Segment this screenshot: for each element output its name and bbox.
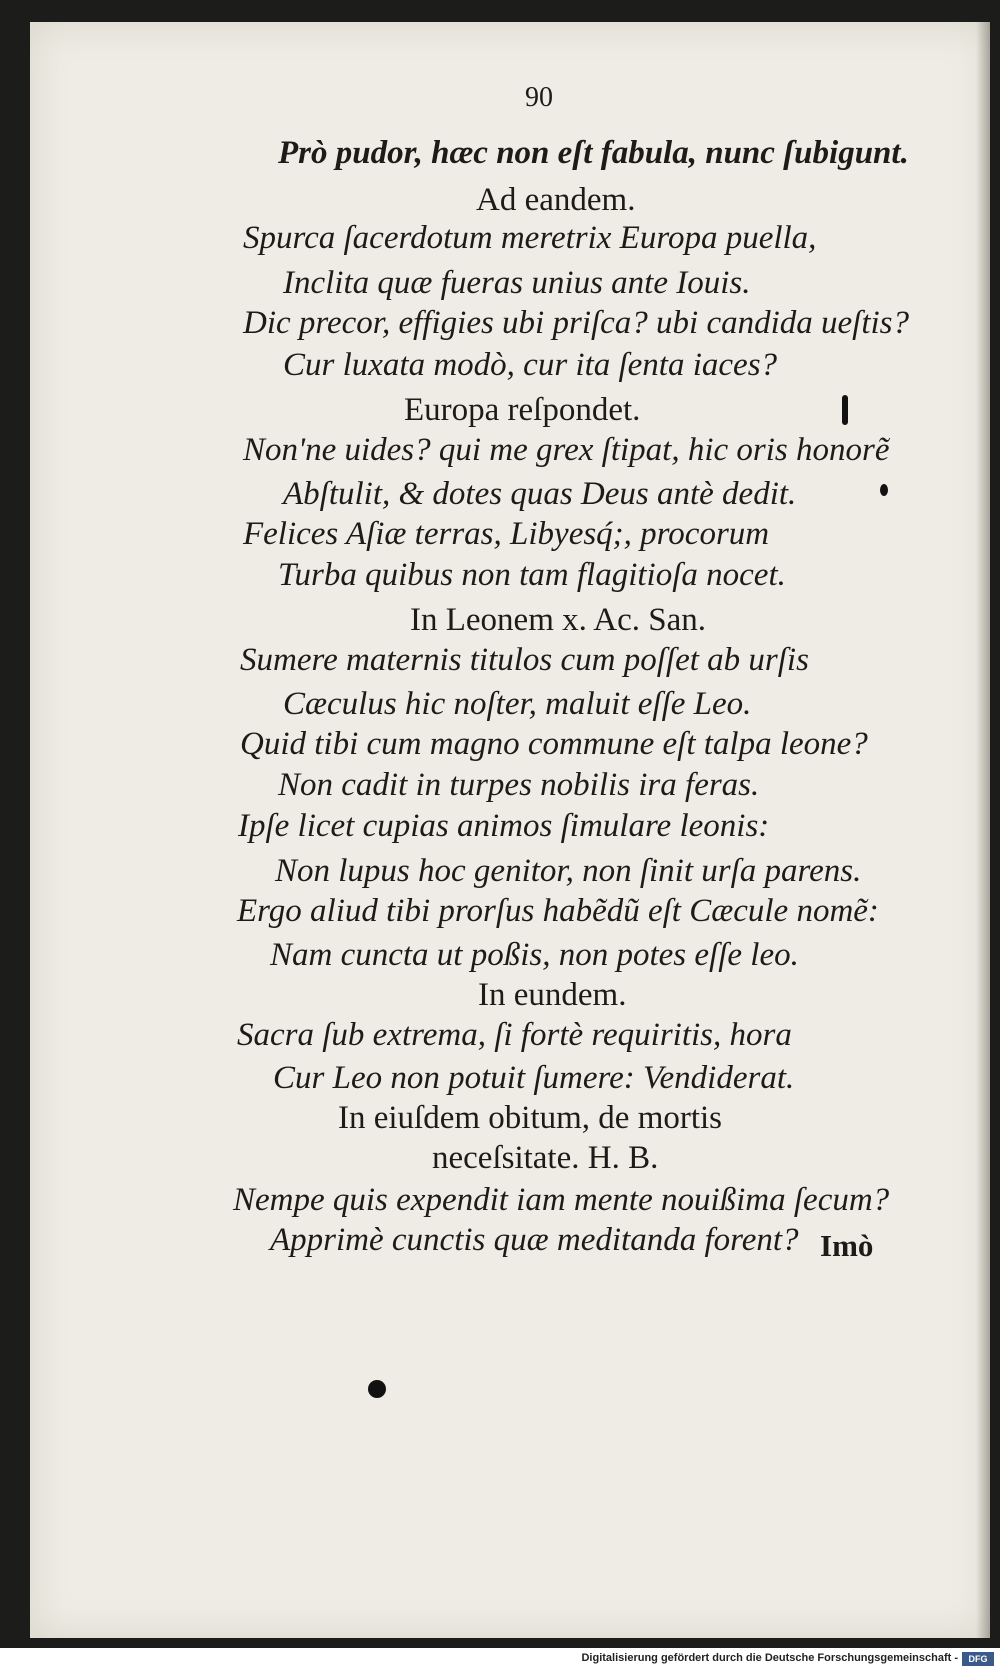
heading-in-leonem: In Leonem x. Ac. San.	[410, 602, 707, 638]
text-line-3: Spurca ſacerdotum meretrix Europa puella,	[243, 220, 817, 256]
text-line-13: Sumere maternis titulos cum poſſet ab urſis	[240, 642, 809, 678]
text-line-8: Non'ne uides? qui me grex ſtipat, hic oris honorẽ	[243, 432, 890, 468]
ink-spot-icon	[368, 1380, 386, 1398]
heading-necessitate: neceſsitate. H. B.	[432, 1140, 659, 1176]
page-gutter-shadow	[976, 22, 990, 1638]
text-line-17: Ipſe licet cupias animos ſimulare leonis:	[238, 808, 770, 844]
ink-mark-icon	[880, 484, 888, 496]
text-line-14: Cæculus hic noſter, maluit eſſe Leo.	[283, 686, 752, 722]
text-line-23: Cur Leo non potuit ſumere: Vendiderat.	[273, 1060, 795, 1096]
text-line-27: Apprimè cunctis quæ meditanda forent?	[270, 1222, 799, 1258]
dfg-logo-icon: DFG	[962, 1652, 994, 1666]
heading-in-eiusdem-obitum: In eiuſdem obitum, de mortis	[338, 1100, 723, 1136]
text-line-26: Nempe quis expendit iam mente nouißima ſecum?	[233, 1182, 890, 1218]
text-line-16: Non cadit in turpes nobilis ira feras.	[278, 767, 760, 803]
text-line-1: Prò pudor, hæc non eſt fabula, nunc ſubigunt.	[278, 135, 909, 171]
catchword: Imò	[820, 1228, 874, 1263]
text-line-22: Sacra ſub extrema, ſi fortè requiritis, hora	[237, 1017, 792, 1053]
text-line-10: Felices Aſiæ terras, Libyesq́;, procorum	[243, 516, 770, 552]
text-line-4: Inclita quæ fueras unius ante Iouis.	[283, 265, 751, 301]
text-line-5: Dic precor, effigies ubi priſca? ubi candida ueſtis?	[243, 305, 910, 341]
text-line-18: Non lupus hoc genitor, non ſinit urſa parens.	[275, 853, 862, 889]
footer-credit: Digitalisierung gefördert durch die Deutsche Forschungsgemeinschaft -	[581, 1652, 958, 1664]
page-number: 90	[525, 82, 553, 113]
text-line-11: Turba quibus non tam flagitioſa nocet.	[278, 557, 786, 593]
heading-europa-respondet: Europa reſpondet.	[404, 392, 641, 428]
text-line-15: Quid tibi cum magno commune eſt talpa leone?	[240, 726, 868, 762]
margin-mark-icon	[842, 395, 848, 425]
text-line-6: Cur luxata modò, cur ita ſenta iaces?	[283, 347, 778, 383]
text-line-20: Nam cuncta ut poßis, non potes eſſe leo.	[270, 937, 799, 973]
text-line-9: Abſtulit, & dotes quas Deus antè dedit.	[283, 476, 797, 512]
footer-bar	[0, 1648, 1000, 1671]
text-line-19: Ergo aliud tibi prorſus habẽdũ eſt Cæcule nomẽ:	[237, 893, 879, 929]
heading-ad-eandem: Ad eandem.	[476, 182, 636, 218]
heading-in-eundem: In eundem.	[478, 977, 627, 1013]
